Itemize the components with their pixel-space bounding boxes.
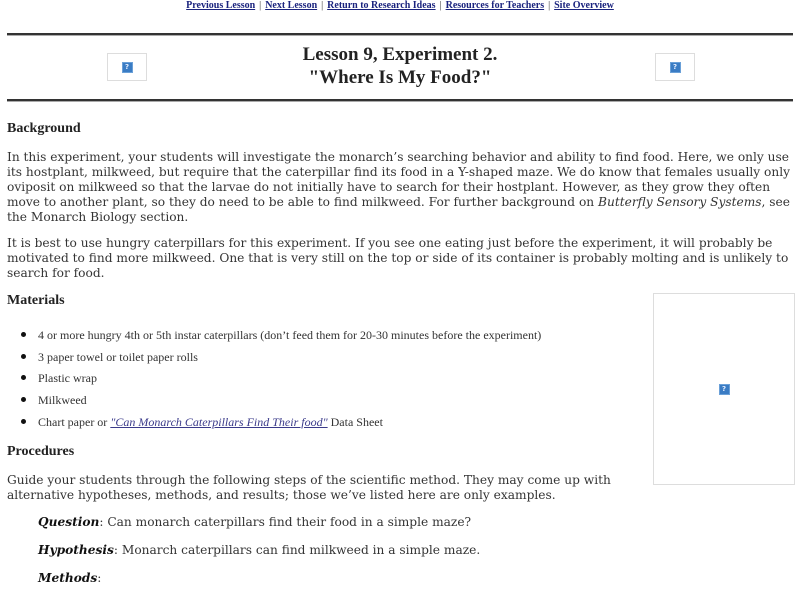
question-text: : Can monarch caterpillars find their food in a simple maze? <box>99 515 472 529</box>
materials-list <box>20 327 541 435</box>
methods-line <box>38 571 101 585</box>
broken-image-icon: ? <box>719 384 730 395</box>
background-paragraph-1 <box>7 150 793 225</box>
page-title <box>200 43 600 89</box>
header-bottom-rule <box>7 99 793 102</box>
material-text: 3 paper towel or toilet paper rolls <box>38 349 198 364</box>
material-text: Plastic wrap <box>38 371 97 386</box>
hypothesis-line <box>38 543 480 557</box>
background-paragraph-2: It is best to use hungry caterpillars for this experiment. If you see one eating just before the experiment, it will probably be motivated to find more milkweed. One that is very still on the top or side of its container is probably molting and is unlikely to search for food. <box>7 236 789 280</box>
list-item <box>20 370 541 392</box>
methods-text: : <box>97 571 102 585</box>
material-text: Milkweed <box>38 393 87 408</box>
question-label: Question <box>38 515 100 529</box>
background-heading: Background <box>7 121 81 136</box>
broken-image-icon: ? <box>670 62 681 73</box>
background-text: In this experiment, your students will investigate the monarch’s searching behavior and ability to find food. Here, we only use its hostplant, milkweed, but require that the caterpillar find its food in a Y-shaped maze. We do know that females usually only oviposit on milkweed so that the larvae do not initially have to search for their hostplant. However, as they grow they often move to another plant, so they do need to be able to find milkweed. For further background on <box>7 150 791 209</box>
site-overview-link[interactable]: Site Overview <box>554 0 614 11</box>
material-text: 4 or more hungry 4th or 5th instar caterpillars (don’t feed them for 20-30 minutes before the experiment) <box>38 328 542 342</box>
return-to-research-ideas-link[interactable]: Return to Research Ideas <box>327 0 436 11</box>
header-top-rule <box>7 33 793 36</box>
nav-separator: | <box>548 0 551 11</box>
nav-separator: | <box>321 0 324 11</box>
materials-heading: Materials <box>7 293 65 308</box>
methods-label: Methods <box>38 571 98 585</box>
list-item <box>20 414 541 436</box>
nav-separator: | <box>439 0 442 11</box>
data-sheet-link[interactable]: "Can Monarch Caterpillars Find Their food" <box>110 414 328 429</box>
resources-for-teachers-link[interactable]: Resources for Teachers <box>445 0 545 11</box>
procedures-heading: Procedures <box>7 444 75 459</box>
list-item <box>20 349 541 371</box>
procedures-intro: Guide your students through the following steps of the scientific method. They may come up with alternative hypotheses, methods, and results; those we’ve listed here are only examples. <box>7 473 611 502</box>
background-text-tail: , see the Monarch Biology section. <box>7 195 790 224</box>
title-line-1: Lesson 9, Experiment 2. <box>302 44 498 65</box>
header-left-image <box>107 53 147 81</box>
next-lesson-link[interactable]: Next Lesson <box>265 0 318 11</box>
question-line <box>38 515 471 529</box>
nav-separator: | <box>259 0 262 11</box>
list-item <box>20 392 541 414</box>
hypothesis-text: : Monarch caterpillars can find milkweed in a simple maze. <box>113 543 481 557</box>
broken-image-icon: ? <box>122 62 133 73</box>
top-navigation <box>0 0 800 12</box>
materials-side-image <box>653 293 795 485</box>
material-text: Chart paper or <box>38 414 111 429</box>
material-text: Data Sheet <box>327 414 383 429</box>
previous-lesson-link[interactable]: Previous Lesson <box>186 0 256 11</box>
butterfly-sensory-systems-text: Butterfly Sensory Systems <box>598 195 762 209</box>
header-right-image <box>655 53 695 81</box>
list-item <box>20 327 541 349</box>
hypothesis-label: Hypothesis <box>38 543 114 557</box>
title-line-2: "Where Is My Food?" <box>308 67 492 88</box>
